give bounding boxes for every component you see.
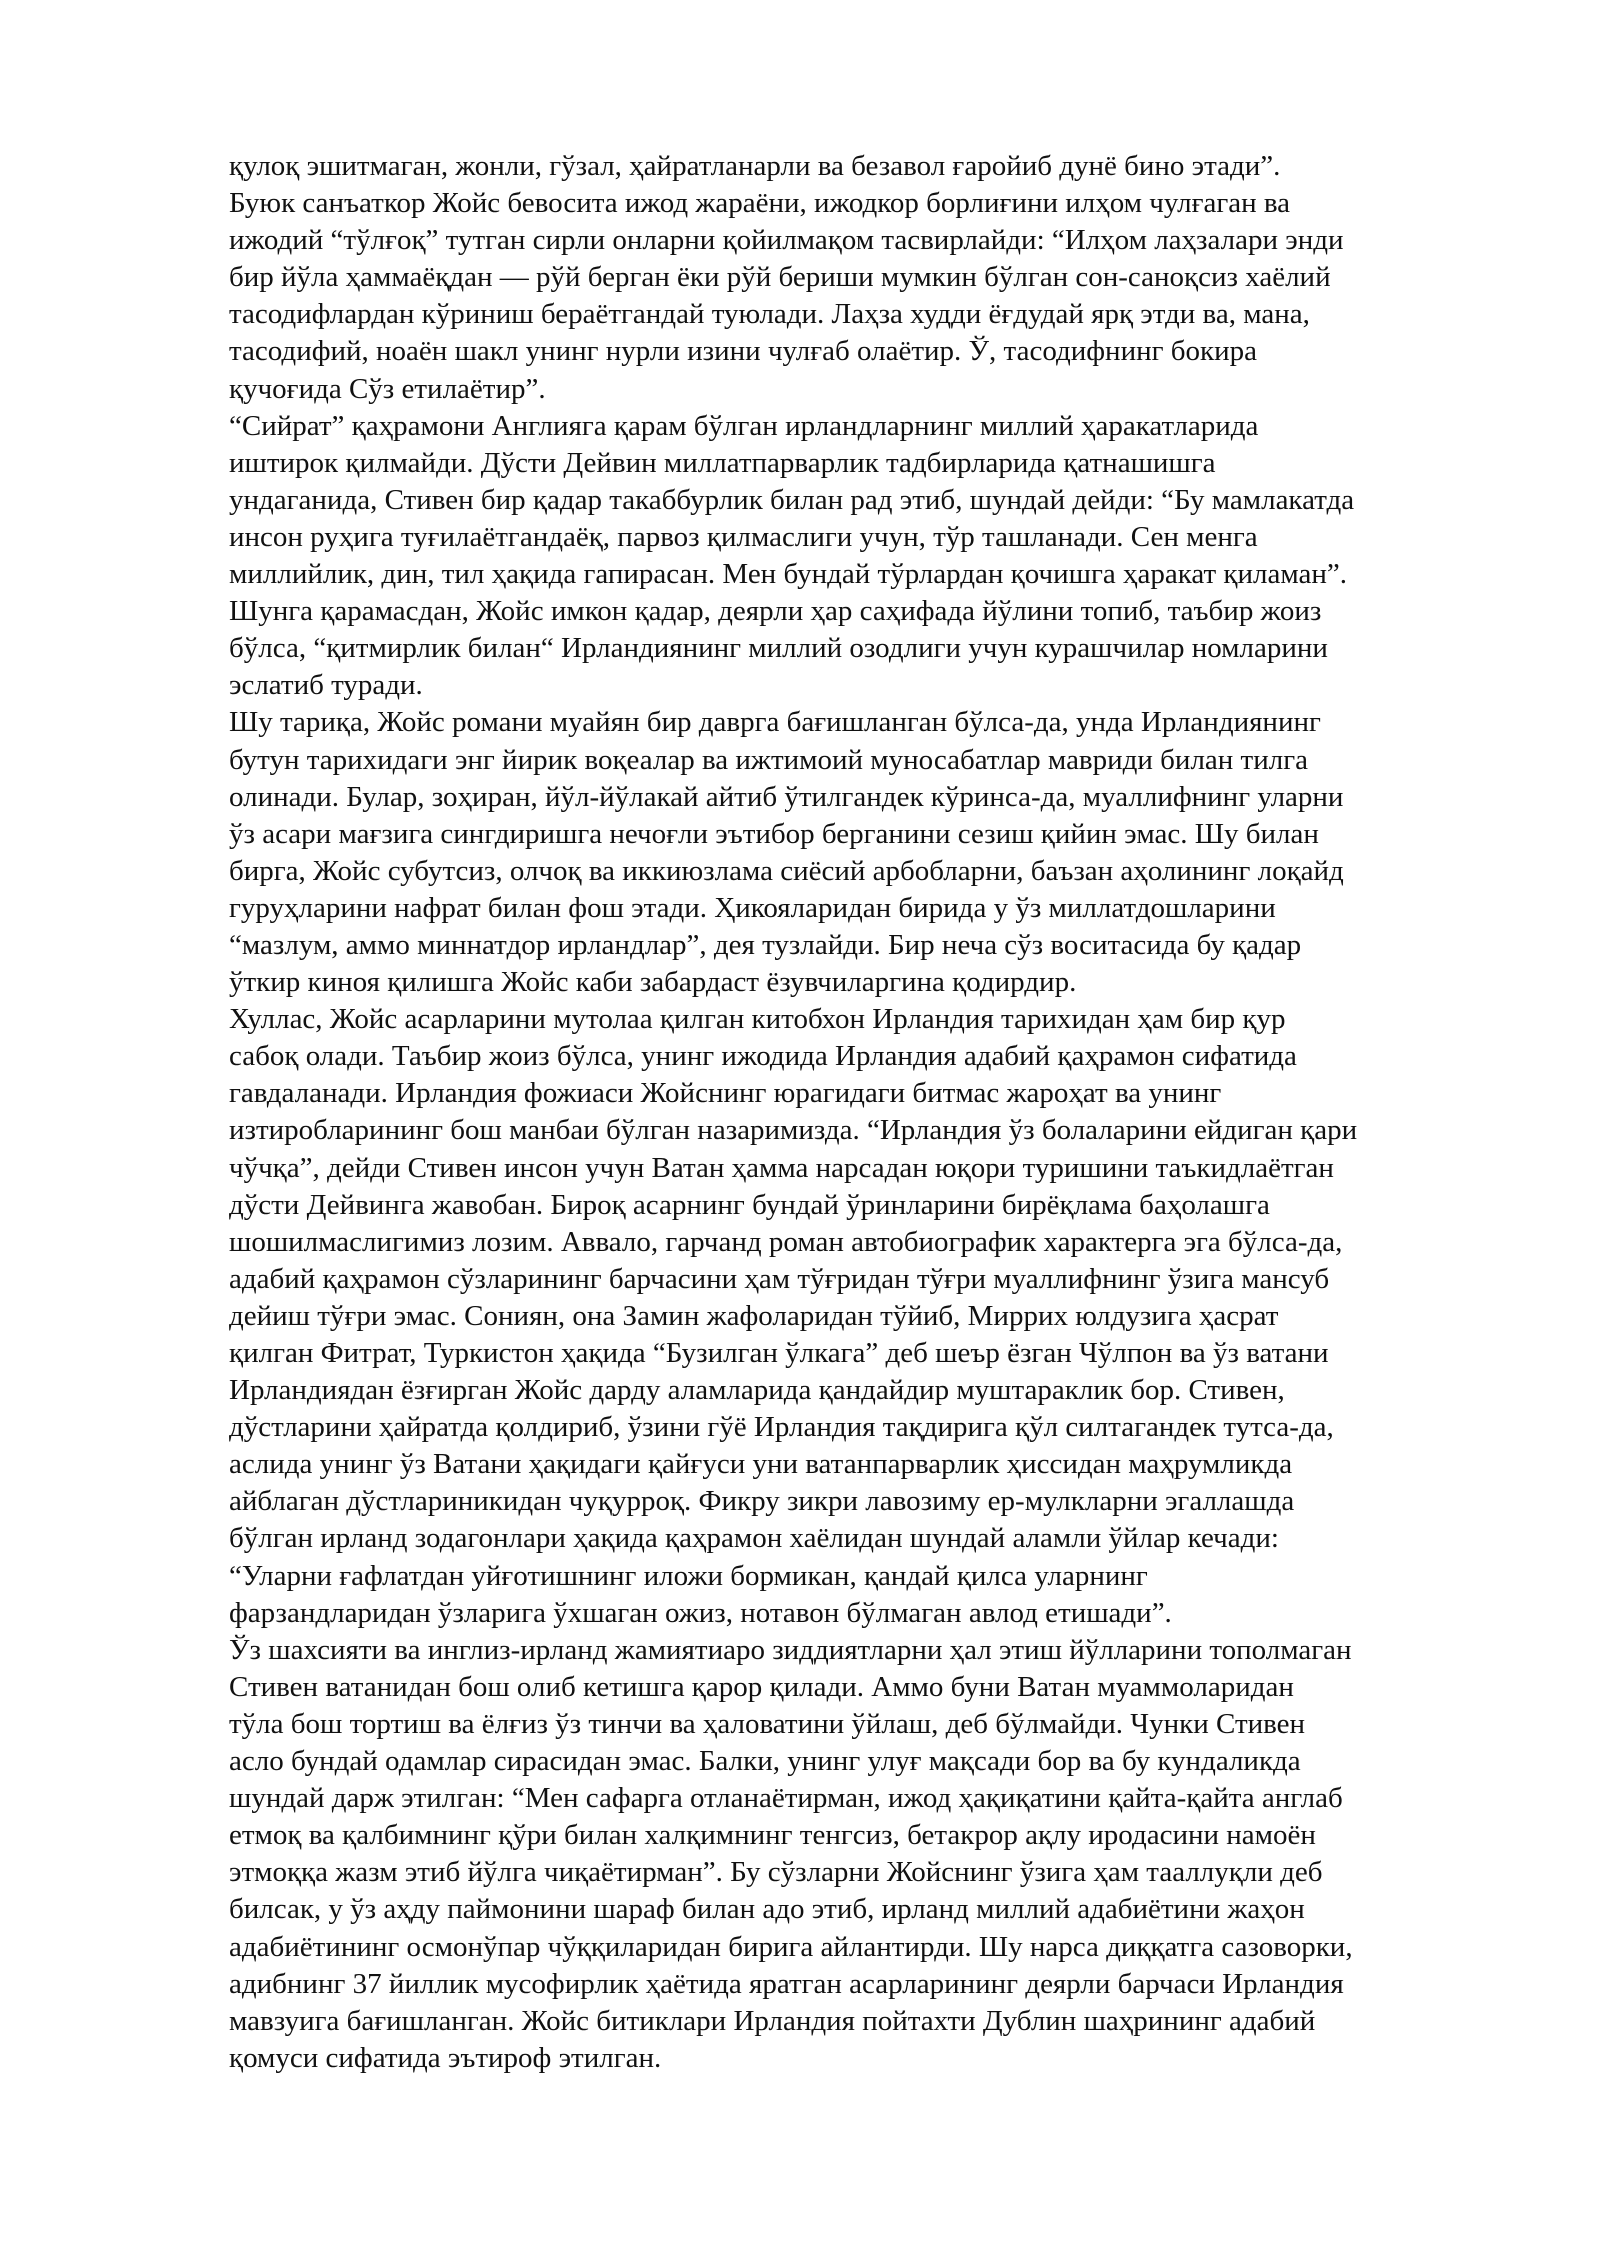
text-line: дўсти Дейвинга жавобан. Бироқ асарнинг бундай ўринларини бирёқлама баҳолашга <box>229 1188 1270 1221</box>
text-line: дейиш тўғри эмас. Сониян, она Замин жафоларидан тўйиб, Миррих юлдузига ҳасрат <box>229 1299 1279 1332</box>
text-line: “Уларни ғафлатдан уйғотишнинг иложи бормикан, қандай қилса уларнинг <box>229 1559 1148 1592</box>
text-line: тасодифий, ноаён шакл унинг нурли изини чулғаб олаётир. Ў, тасодифнинг бокира <box>229 335 1257 368</box>
paragraph <box>229 1001 1519 1632</box>
text-line: Шунга қарамасдан, Жойс имкон қадар, деярли ҳар саҳифада йўлини топиб, таъбир жоиз <box>229 595 1322 628</box>
text-line: олинади. Булар, зоҳиран, йўл-йўлакай айтиб ўтилгандек кўринса-да, муаллифнинг уларни <box>229 780 1344 813</box>
text-line: бирга, Жойс субутсиз, олчоқ ва иккиюзлама сиёсий арбобларни, баъзан аҳолининг лоқайд <box>229 854 1344 887</box>
text-line: билсак, у ўз аҳду паймонини шараф билан адо этиб, ирланд миллий адабиётини жаҳон <box>229 1893 1305 1926</box>
text-line: ўз асари мағзига сингдиришга нечоғли эътибор берганини сезиш қийин эмас. Шу билан <box>229 817 1319 850</box>
text-line: бўлган ирланд зодагонлари ҳақида қаҳрамон хаёлидан шундай аламли ўйлар кечади: <box>229 1522 1279 1555</box>
text-line: сабоқ олади. Таъбир жоиз бўлса, унинг ижодида Ирландия адабий қаҳрамон сифатида <box>229 1040 1297 1073</box>
text-line: фарзандларидан ўзларига ўхшаган ожиз, нотавон бўлмаган авлод етишади”. <box>229 1596 1172 1629</box>
document-page <box>229 148 1519 2077</box>
text-line: бўлса, “қитмирлик билан“ Ирландиянинг миллий озодлиги учун курашчилар номларини <box>229 632 1328 665</box>
text-line: ундаганида, Стивен бир қадар такаббурлик билан рад этиб, шундай дейди: “Бу мамлакатда <box>229 483 1355 516</box>
text-line: миллийлик, дин, тил ҳақида гапирасан. Мен бундай тўрлардан қочишга ҳаракат қиламан”. <box>229 558 1348 591</box>
text-line: адабиётининг осмонўпар чўққиларидан бирига айлантирди. Шу нарса диққатга сазоворки, <box>229 1930 1353 1963</box>
paragraph <box>229 408 1519 705</box>
text-line: адибнинг 37 йиллик мусофирлик ҳаётида яратган асарларининг деярли барчаси Ирландия <box>229 1967 1344 2000</box>
text-line: гавдаланади. Ирландия фожиаси Жойснинг юрагидаги битмас жароҳат ва унинг <box>229 1077 1222 1110</box>
text-line: инсон руҳига туғилаётгандаёқ, парвоз қилмаслиги учун, тўр ташланади. Сен менга <box>229 520 1258 553</box>
text-line: “Сийрат” қаҳрамони Англияга қарам бўлган ирландларнинг миллий ҳаракатларида <box>229 409 1259 442</box>
text-line: чўчқа”, дейди Стивен инсон учун Ватан ҳамма нарсадан юқори туришини таъкидлаётган <box>229 1151 1334 1184</box>
text-line: Стивен ватанидан бош олиб кетишга қарор қилади. Аммо буни Ватан муаммоларидан <box>229 1670 1294 1703</box>
text-line: аслида унинг ўз Ватани ҳақидаги қайғуси уни ватанпарварлик ҳиссидан маҳрумликда <box>229 1448 1293 1481</box>
text-line: Шу тариқа, Жойс романи муайян бир даврга бағишланган бўлса-да, унда Ирландиянинг <box>229 706 1321 739</box>
text-line: ўткир киноя қилишга Жойс каби забардаст ёзувчиларгина қодирдир. <box>229 966 1077 999</box>
paragraph <box>229 148 1519 185</box>
text-line: эслатиб туради. <box>229 669 423 702</box>
text-line: тасодифлардан кўриниш бераётгандай туюлади. Лаҳза худди ёғдудай ярқ этди ва, мана, <box>229 298 1310 331</box>
paragraph <box>229 704 1519 1001</box>
text-line: қилган Фитрат, Туркистон ҳақида “Бузилган ўлкага” деб шеър ёзган Чўлпон ва ўз ватани <box>229 1337 1329 1369</box>
text-line: қомуси сифатида эътироф этилган. <box>229 2041 662 2074</box>
text-line: изтиробларининг бош манбаи бўлган назаримизда. “Ирландия ўз болаларини ейдиган қари <box>229 1114 1358 1147</box>
text-line: Ўз шахсияти ва инглиз-ирланд жамиятиаро зиддиятларни ҳал этиш йўлларини тополмаган <box>229 1633 1352 1666</box>
text-line: иштирок қилмайди. Дўсти Дейвин миллатпарварлик тадбирларида қатнашишга <box>229 446 1216 479</box>
text-line: мавзуига бағишланган. Жойс битиклари Ирландия пойтахти Дублин шаҳрининг адабий <box>229 2004 1316 2037</box>
text-line: гуруҳларини нафрат билан фош этади. Ҳикояларидан бирида у ўз миллатдошларини <box>229 891 1276 924</box>
text-line: тўла бош тортиш ва ёлғиз ўз тинчи ва ҳаловатини ўйлаш, деб бўлмайди. Чунки Стивен <box>229 1707 1306 1740</box>
text-line: “мазлум, аммо миннатдор ирландлар”, дея тузлайди. Бир неча сўз воситасида бу қадар <box>229 928 1302 961</box>
text-line: дўстларини ҳайратда қолдириб, ўзини гўё Ирландия тақдирига қўл силтагандек тутса-да, <box>229 1411 1334 1444</box>
text-line: етмоқ ва қалбимнинг қўри билан халқимнинг тенгсиз, бетакрор ақлу иродасини намоён <box>229 1819 1316 1852</box>
text-line: Ирландиядан ёзғирган Жойс дарду аламларида қандайдир муштараклик бор. Стивен, <box>229 1374 1285 1407</box>
text-line: адабий қаҳрамон сўзларининг барчасини ҳам тўғридан тўғри муаллифнинг ўзига мансуб <box>229 1262 1330 1295</box>
paragraph <box>229 185 1519 408</box>
text-line: асло бундай одамлар сирасидан эмас. Балки, унинг улуғ мақсади бор ва бу кундаликда <box>229 1745 1301 1778</box>
text-line: Хуллас, Жойс асарларини мутолаа қилган китобхон Ирландия тарихидан ҳам бир қур <box>229 1003 1286 1036</box>
paragraph <box>229 1632 1519 2077</box>
text-line: шошилмаслигимиз лозим. Аввало, гарчанд роман автобиографик характерга эга бўлса-да, <box>229 1225 1343 1258</box>
text-line: этмоққа жазм этиб йўлга чиқаётирман”. Бу сўзларни Жойснинг ўзига ҳам тааллуқли деб <box>229 1856 1323 1889</box>
text-line: бир йўла ҳаммаёқдан — рўй берган ёки рўй бериши мумкин бўлган сон-саноқсиз хаёлий <box>229 261 1331 294</box>
text-line: шундай дарж этилган: “Мен сафарга отланаётирман, ижод ҳақиқатини қайта-қайта англаб <box>229 1782 1343 1815</box>
text-line: қучоғида Сўз етилаётир”. <box>229 372 546 405</box>
text-line: ижодий “тўлғоқ” тутган сирли онларни қойилмақом тасвирлайди: “Илҳом лаҳзалари энди <box>229 224 1344 257</box>
text-line: Буюк санъаткор Жойс бевосита ижод жараёни, ижодкор борлиғини илҳом чулғаган ва <box>229 187 1291 220</box>
text-line: бутун тарихидаги энг йирик воқеалар ва ижтимоий муносабатлар мавриди билан тилга <box>229 743 1308 776</box>
text-line: айблаган дўстлариникидан чуқурроқ. Фикру зикри лавозиму ер-мулкларни эгаллашда <box>229 1485 1295 1518</box>
text-line: қулоқ эшитмаган, жонли, гўзал, ҳайратланарли ва безавол ғаройиб дунё бино этади”. <box>229 150 1281 182</box>
